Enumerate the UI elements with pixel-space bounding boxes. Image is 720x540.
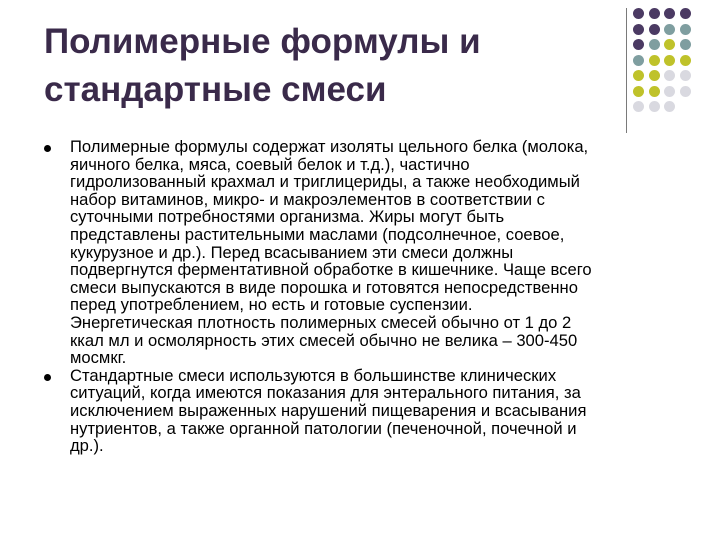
- bullet-text-line: ситуаций, когда имеются показания для энтерального питания, за: [70, 383, 581, 403]
- bullet-icon: [44, 145, 51, 152]
- decorative-dot: [664, 8, 675, 19]
- decorative-dot: [664, 86, 675, 97]
- decorative-dot: [680, 55, 691, 66]
- bullet-text-line: набор витаминов, микро- и макроэлементов в соответствии с: [70, 189, 545, 209]
- decorative-dot: [649, 55, 660, 66]
- decorative-dot-grid: [633, 8, 720, 118]
- bullet-text-line: нутриентов, а также органной патологии (печеночной, почечной и: [70, 418, 577, 438]
- bullet-text-line: представлены растительными маслами (подсолнечное, соевое,: [70, 224, 565, 244]
- decorative-dot: [633, 55, 644, 66]
- decorative-dot: [649, 70, 660, 81]
- bullet-list: [44, 138, 684, 455]
- decorative-dot: [680, 24, 691, 35]
- bullet-text-line: Полимерные формулы содержат изоляты цельного белка (молока,: [70, 137, 589, 156]
- bullet-item: [44, 367, 684, 455]
- decorative-dot: [680, 39, 691, 50]
- bullet-item: [44, 138, 684, 367]
- decorative-dot: [633, 101, 644, 112]
- decorative-dot: [633, 86, 644, 97]
- decorative-dot: [664, 101, 675, 112]
- decorative-dot: [649, 86, 660, 97]
- bullet-text-line: исключением выраженных нарушений пищеварения и всасывания: [70, 400, 587, 420]
- bullet-text-line: др.).: [70, 436, 104, 456]
- decorative-dot: [633, 24, 644, 35]
- bullet-text-line: Стандартные смеси используются в большинстве клинических: [70, 365, 557, 385]
- slide-title: [44, 18, 604, 114]
- decorative-dot: [680, 70, 691, 81]
- bullet-text-line: смеси выпускаются в виде порошка и готовятся непосредственно: [70, 277, 578, 297]
- bullet-text-line: ккал мл и осмолярность этих смесей обычно не велика – 300-450: [70, 330, 578, 350]
- decorative-dot: [664, 70, 675, 81]
- decorative-dot: [680, 8, 691, 19]
- decorative-dot: [649, 8, 660, 19]
- bullet-text: [70, 138, 684, 367]
- decorative-dot: [664, 39, 675, 50]
- bullet-text-line: кукурузное и др.). Перед всасыванием эти смеси должны: [70, 242, 514, 262]
- bullet-text-line: яичного белка, мяса, соевый белок и т.д.), частично: [70, 154, 470, 174]
- decorative-dot: [680, 86, 691, 97]
- bullet-text-line: гидролизованный крахмал и триглицериды, а также необходимый: [70, 172, 580, 192]
- decorative-dot: [649, 101, 660, 112]
- divider-line: [626, 8, 627, 133]
- decorative-dot: [649, 24, 660, 35]
- decorative-dot: [664, 55, 675, 66]
- bullet-text-line: мосмкг.: [70, 348, 127, 368]
- decorative-dot: [633, 70, 644, 81]
- bullet-text-line: суточными потребностями организма. Жиры могут быть: [70, 207, 505, 227]
- bullet-text: [70, 367, 684, 455]
- slide-title-line: Полимерные формулы и: [44, 22, 481, 61]
- decorative-dot: [649, 39, 660, 50]
- decorative-dot: [633, 39, 644, 50]
- bullet-text-line: перед употреблением, но есть и готовые суспензии.: [70, 295, 473, 315]
- bullet-text-line: подвергнутся ферментативной обработке в кишечнике. Чаще всего: [70, 260, 592, 280]
- decorative-dot: [664, 24, 675, 35]
- bullet-icon: [44, 374, 51, 381]
- bullet-text-line: Энергетическая плотность полимерных смесей обычно от 1 до 2: [70, 312, 572, 332]
- slide-title-line: стандартные смеси: [44, 70, 387, 109]
- decorative-dot: [633, 8, 644, 19]
